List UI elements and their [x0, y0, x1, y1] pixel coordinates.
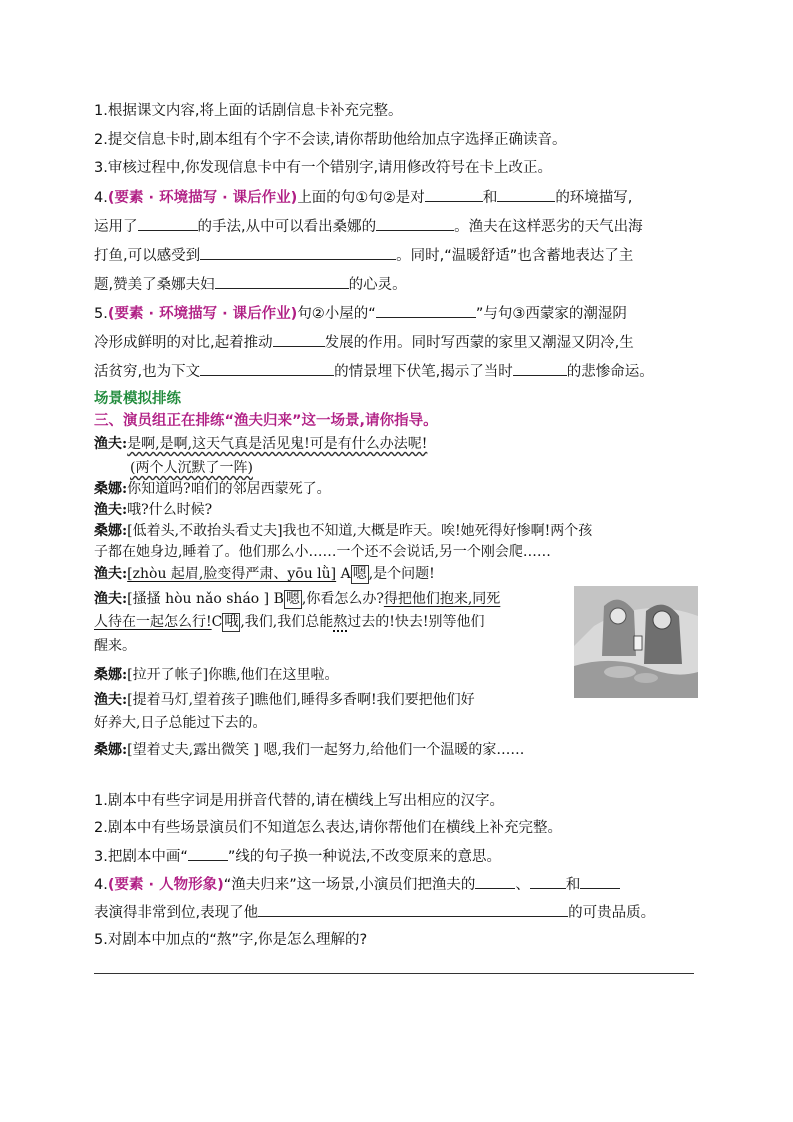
section-heading: 场景模拟排练 — [94, 391, 181, 407]
blank-box-c[interactable]: 哦 — [224, 614, 239, 630]
blank-box-a[interactable]: 嗯 — [352, 566, 367, 582]
question-4-line-1: 4.(要素 · 人物形象)“渔夫归来”这一场景,小演员们把渔夫的 、 和 — [94, 874, 620, 895]
script-line: 桑娜:[拉开了帐子]你瞧,他们在这里啦。 — [94, 667, 339, 683]
script-line: 渔夫:[提着马灯,望着孩子]瞧他们,睡得多香啊!我们要把他们好 — [94, 692, 475, 708]
script-line-continued: 醒来。 — [94, 638, 136, 654]
answer-blank[interactable] — [258, 902, 568, 917]
scene-illustration — [574, 586, 698, 698]
answer-blank[interactable] — [497, 187, 555, 202]
answer-blank[interactable] — [513, 361, 567, 376]
question-4-line-3: 打鱼,可以感受到 。同时,“温暖舒适”也含蓄地表达了主 — [94, 245, 633, 266]
script-line: 桑娜:[望着丈夫,露出微笑 ] 嗯,我们一起努力,给他们一个温暖的家…… — [94, 742, 525, 758]
speaker-label: 渔夫: — [94, 692, 128, 708]
question-4-line-2: 运用了 的手法,从中可以看出桑娜的 。渔夫在这样恶劣的天气出海 — [94, 216, 643, 237]
answer-blank[interactable] — [138, 216, 198, 231]
speaker-label: 桑娜: — [94, 667, 128, 683]
answer-blank[interactable] — [580, 874, 620, 889]
answer-blank[interactable] — [475, 874, 515, 889]
script-line-continued: 好养大,日子总能过下去的。 — [94, 715, 267, 731]
script-line: 桑娜:[低着头,不敢抬头看丈夫]我也不知道,大概是昨天。唉!她死得好惨啊!两个孩 — [94, 523, 593, 539]
stage-direction: (两个人沉默了一阵) — [130, 460, 253, 476]
speaker-label: 渔夫: — [94, 591, 128, 607]
speaker-label: 桑娜: — [94, 481, 128, 497]
question-3: 3.审核过程中,你发现信息卡中有一个错别字,请用修改符号在卡上改正。 — [94, 160, 553, 176]
script-line: 渔夫:[搔搔 hòu nǎo sháo ] B 嗯 ,你看怎么办?得把他们抱来,同死 — [94, 591, 501, 607]
script-line: 渔夫:是啊,是啊,这天气真是活见鬼!可是有什么办法呢! — [94, 436, 428, 452]
question-2: 2.剧本中有些场景演员们不知道怎么表达,请你帮他们在横线上补充完整。 — [94, 820, 562, 836]
question-5-line-1: 5.(要素 · 环境描写 · 课后作业)句②小屋的“ ”与句③西蒙家的潮湿阴 — [94, 303, 627, 324]
answer-blank[interactable] — [200, 361, 334, 376]
question-4-line-1: 4.(要素 · 环境描写 · 课后作业)上面的句①句②是对 和 的环境描写, — [94, 187, 632, 208]
speaker-label: 渔夫: — [94, 566, 128, 582]
answer-line[interactable] — [94, 973, 694, 974]
answer-blank[interactable] — [273, 332, 325, 347]
speaker-label: 桑娜: — [94, 523, 128, 539]
answer-blank[interactable] — [376, 303, 476, 318]
question-5-line-3: 活贫穷,也为下文 的情景埋下伏笔,揭示了当时 的悲惨命运。 — [94, 361, 654, 382]
script-line-continued: 人待在一起怎么行!C 哦 ,我们,我们总能熬过去的!快去!别等他们 — [94, 614, 485, 630]
section-title: 三、演员组正在排练“渔夫归来”这一场景,请你指导。 — [94, 413, 438, 429]
dotted-character: 熬 — [333, 614, 348, 630]
speaker-label: 渔夫: — [94, 502, 128, 518]
answer-blank[interactable] — [215, 274, 349, 289]
script-line: 桑娜:你知道吗?咱们的邻居西蒙死了。 — [94, 481, 331, 497]
question-1: 1.剧本中有些字词是用拼音代替的,请在横线上写出相应的汉字。 — [94, 793, 504, 809]
question-1: 1.根据课文内容,将上面的话剧信息卡补充完整。 — [94, 103, 403, 119]
answer-blank[interactable] — [425, 187, 483, 202]
answer-blank[interactable] — [530, 874, 566, 889]
element-tag: (要素 · 环境描写 · 课后作业) — [107, 190, 298, 206]
script-line: 渔夫:[zhòu 起眉,脸变得严肃、yōu lǜ] A 嗯 ,是个问题! — [94, 566, 435, 582]
question-4-line-2: 表演得非常到位,表现了他 的可贵品质。 — [94, 902, 655, 923]
answer-blank[interactable] — [200, 245, 396, 260]
blank-box-b[interactable]: 嗯 — [285, 591, 300, 607]
speaker-label: 渔夫: — [94, 436, 128, 452]
element-tag: (要素 · 环境描写 · 课后作业) — [107, 306, 298, 322]
question-5-line-2: 冷形成鲜明的对比,起着推动 发展的作用。同时写西蒙的家里又潮湿又阴冷,生 — [94, 332, 634, 353]
answer-blank[interactable] — [376, 216, 454, 231]
question-2: 2.提交信息卡时,剧本组有个字不会读,请你帮助他给加点字选择正确读音。 — [94, 132, 567, 148]
script-line-continued: 子都在她身边,睡着了。他们那么小……一个还不会说话,另一个刚会爬…… — [94, 544, 551, 560]
question-5: 5.对剧本中加点的“熬”字,你是怎么理解的? — [94, 932, 368, 948]
script-line: 渔夫:哦?什么时候? — [94, 502, 213, 518]
speaker-label: 桑娜: — [94, 742, 128, 758]
question-3: 3.把剧本中画“ ”线的句子换一种说法,不改变原来的意思。 — [94, 846, 501, 867]
underline-sample — [188, 846, 228, 861]
question-4-line-4: 题,赞美了桑娜夫妇 的心灵。 — [94, 274, 407, 295]
element-tag: (要素 · 人物形象) — [107, 877, 224, 893]
